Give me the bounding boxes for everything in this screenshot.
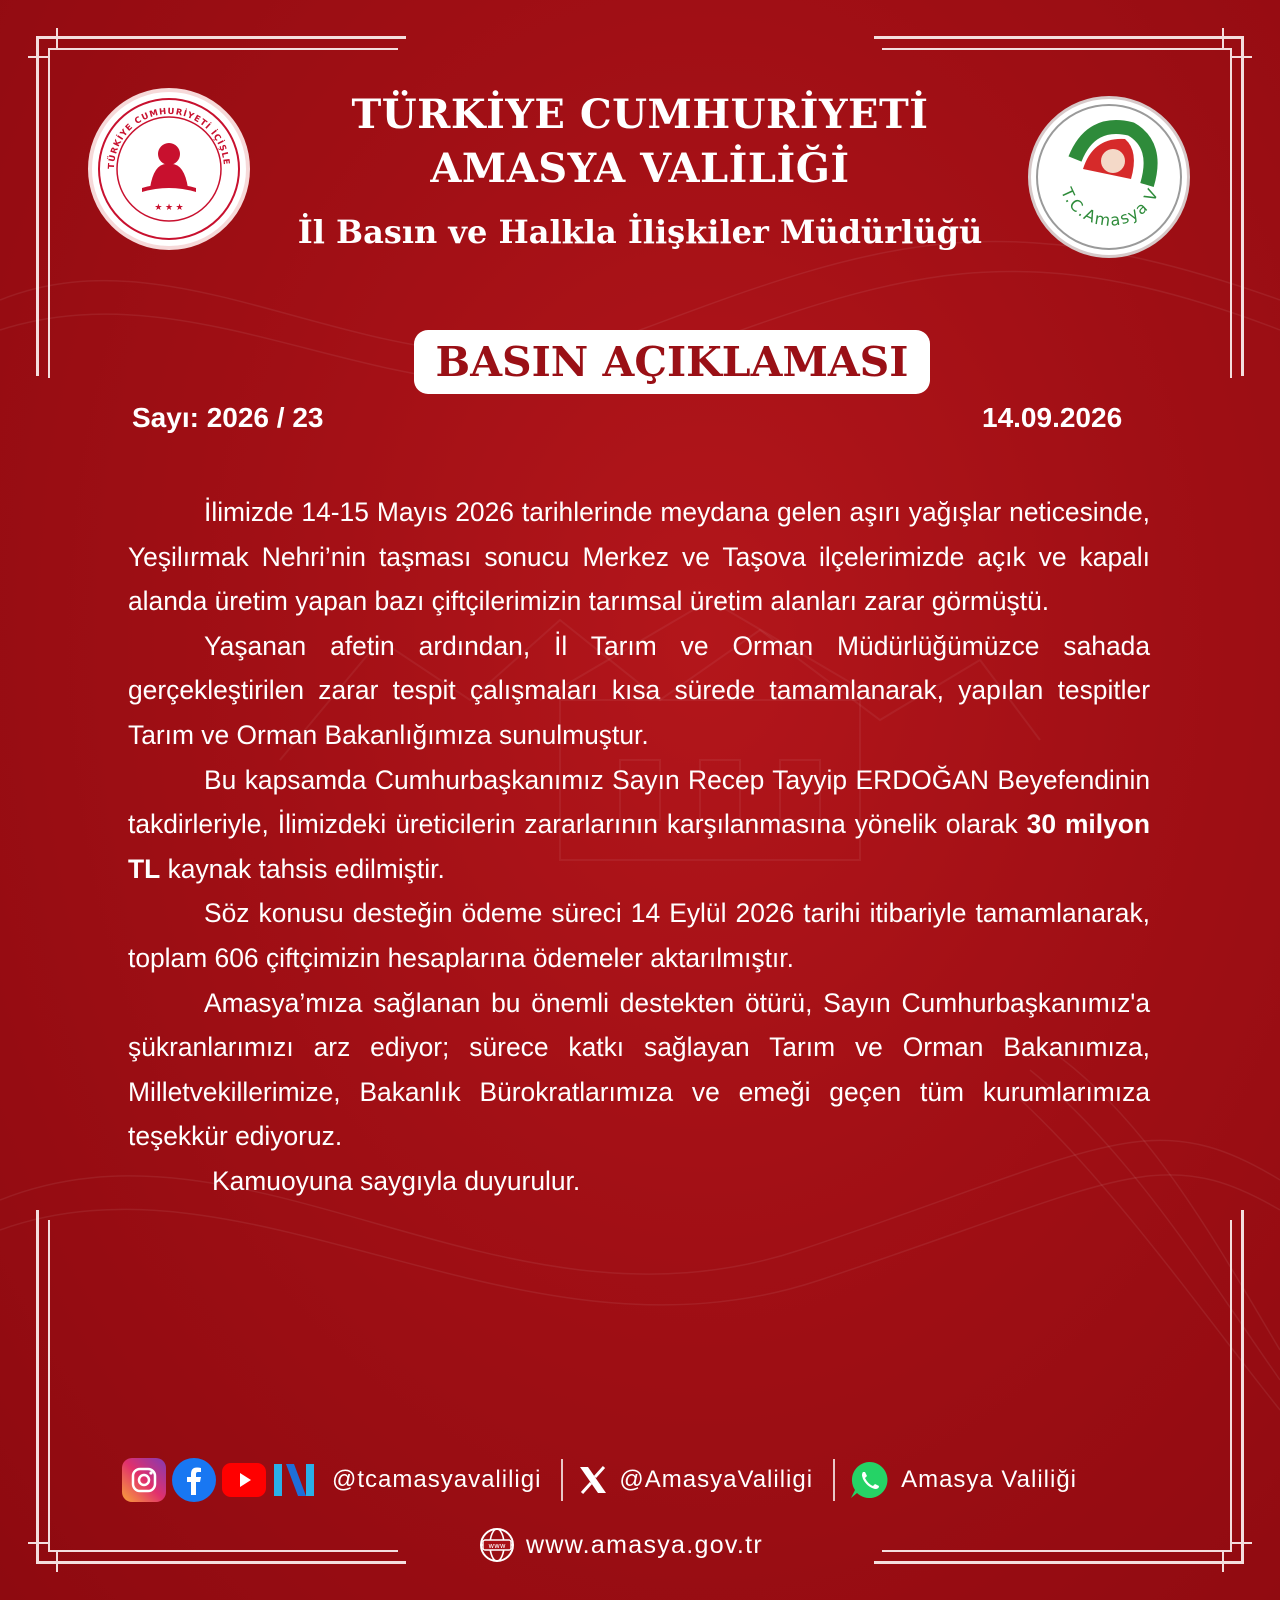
whatsapp-handle[interactable]: Amasya Valiliği [901, 1466, 1078, 1493]
x-handle[interactable]: @AmasyaValiligi [619, 1466, 814, 1493]
divider [833, 1459, 835, 1501]
header-line-3: İl Basın ve Halkla İlişkiler Müdürlüğü [297, 213, 983, 251]
social-media-bar [122, 1455, 1162, 1505]
facebook-icon[interactable] [172, 1458, 216, 1502]
press-release-body [128, 490, 1150, 1204]
svg-text:TÜRKİYE CUMHURİYETİ İÇİŞLERİ B: TÜRKİYE CUMHURİYETİ İÇİŞLE [106, 106, 231, 170]
support-amount: 30 milyon TL [128, 809, 1150, 884]
sign-off: Kamuoyuna saygıyla duyurulur. [212, 1165, 581, 1196]
document-date: 14.09.2026 [982, 402, 1123, 433]
paragraph-3: Bu kapsamda Cumhurbaşkanımız Sayın Recep Tayyip ERDOĞAN Beyefendinin takdirleriyle, İlimizdeki üreticilerin zararlarının karşılanmasına yönelik olarak 30 milyon TL kaynak tahsis edilmiştir. [128, 764, 1150, 884]
website-link[interactable] [478, 1526, 763, 1564]
header-line-2: AMASYA VALİLİĞİ [430, 145, 850, 192]
svg-text:★ ★ ★: ★ ★ ★ [154, 202, 184, 212]
x-icon[interactable] [575, 1458, 611, 1502]
svg-text:T.C.Amasya Valiliği: T.C.Amasya V [1057, 184, 1163, 231]
paragraph-4: Söz konusu desteğin ödeme süreci 14 Eylül 2026 tarihi itibariyle tamamlanarak, toplam 606 çiftçimizin hesaplarına ödemeler aktarılmıştır. [128, 898, 1150, 973]
youtube-icon[interactable] [222, 1463, 266, 1497]
press-release-title-box [414, 330, 930, 394]
interior-ministry-seal [88, 88, 250, 250]
press-release-title: BASIN AÇIKLAMASI [435, 338, 909, 386]
svg-text:www: www [488, 1542, 506, 1550]
instagram-icon[interactable] [122, 1458, 166, 1502]
website-url[interactable]: www.amasya.gov.tr [526, 1530, 763, 1559]
globe-icon [478, 1526, 516, 1564]
header [280, 88, 1000, 260]
whatsapp-icon[interactable] [847, 1458, 891, 1502]
paragraph-1: İlimizde 14-15 Mayıs 2026 tarihlerinde meydana gelen aşırı yağışlar neticesinde, Yeşilırmak Nehri’nin taşması sonucu Merkez ve Taşova ilçelerimizde açık ve kapalı alanda üretim yapan bazı çiftçilerimizin tarımsal üretim alanları zarar görmüştü. [128, 497, 1150, 617]
nsosyal-icon[interactable] [272, 1458, 316, 1502]
instagram-handle[interactable]: @tcamasyavaliligi [332, 1466, 542, 1493]
divider [561, 1459, 563, 1501]
paragraph-5: Amasya’mıza sağlanan bu önemli destekten ötürü, Sayın Cumhurbaşkanımız'a şükranlarımızı arz ediyor; sürece katkı sağlayan Tarım ve Orman Bakanımıza, Milletvekillerimize, Bakanlık Bürokratlarımıza ve emeği geçen tüm kurumlarımıza teşekkür ediyoruz. [128, 987, 1150, 1152]
document-number: Sayı: 2026 / 23 [132, 402, 324, 433]
header-line-1: TÜRKİYE CUMHURİYETİ [351, 91, 929, 138]
paragraph-2: Yaşanan afetin ardından, İl Tarım ve Orman Müdürlüğümüzce sahada gerçekleştirilen zarar tespit çalışmaları kısa sürede tamamlanarak, yapılan tespitler Tarım ve Orman Bakanlığımıza sunulmuştur. [128, 630, 1150, 750]
amasya-governorship-logo [1028, 96, 1190, 258]
